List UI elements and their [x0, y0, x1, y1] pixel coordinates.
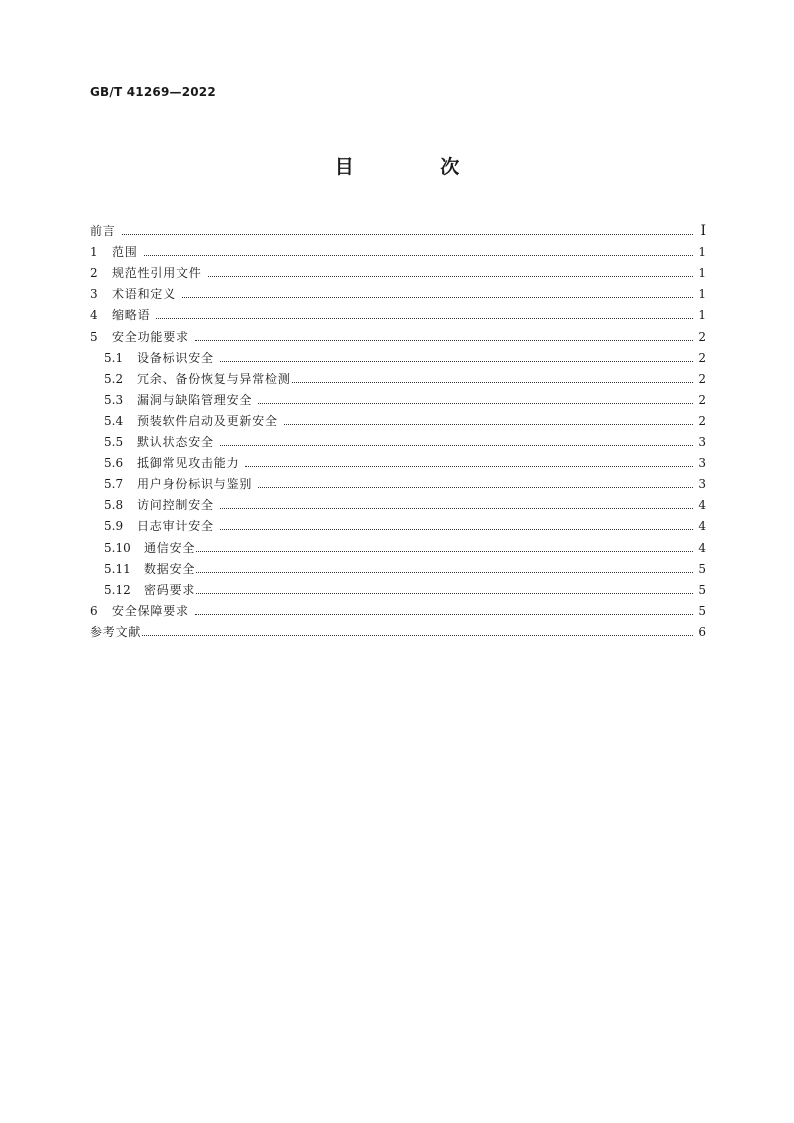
toc-entry-page: 4	[698, 498, 706, 513]
toc-entry-page: 1	[698, 308, 706, 323]
toc-entry-number: 1	[90, 245, 98, 260]
toc-entry-label: 通信安全	[144, 540, 196, 555]
toc-entry-page: 1	[698, 245, 706, 260]
dot-leader	[208, 276, 693, 277]
toc-entry-number: 5.10	[104, 540, 131, 555]
toc-entry-number: 6	[90, 603, 98, 618]
toc-entry-5-6[interactable]	[90, 449, 706, 470]
toc-entry-5-1[interactable]	[90, 344, 706, 365]
toc-entry-number: 5.12	[104, 582, 131, 597]
toc-entry-number: 5.6	[104, 456, 124, 471]
toc-entry-page: 4	[698, 540, 706, 555]
toc-entry-page: 2	[698, 371, 706, 386]
toc-entry-number: 5.3	[104, 392, 124, 407]
toc-entry-number: 5.8	[104, 498, 124, 513]
toc-entry-label: 默认状态安全	[137, 435, 214, 450]
toc-entry-number: 5.5	[104, 435, 124, 450]
toc-entry-label: 漏洞与缺陷管理安全	[137, 392, 253, 407]
toc-entry-number: 5.11	[104, 561, 131, 576]
toc-entry-page: 1	[698, 266, 706, 281]
toc-entry-number: 5.4	[104, 413, 124, 428]
dot-leader	[196, 593, 693, 594]
standard-code: GB/T 41269—2022	[90, 85, 216, 99]
toc-entry-label: 抵御常见攻击能力	[137, 456, 240, 471]
toc-entry-5-8[interactable]	[90, 491, 706, 512]
toc-entry-3[interactable]	[90, 280, 706, 301]
toc-entry-page: 4	[698, 519, 706, 534]
dot-leader	[195, 340, 693, 341]
toc-entry-4[interactable]	[90, 301, 706, 322]
toc-entry-page: 2	[698, 329, 706, 344]
toc-entry-label: 前言	[90, 224, 116, 239]
toc-entry-5-10[interactable]	[90, 533, 706, 554]
dot-leader	[196, 572, 693, 573]
dot-leader	[220, 529, 693, 530]
toc-entry-label: 安全功能要求	[112, 329, 189, 344]
toc-entry-number: 4	[90, 308, 98, 323]
toc-entry-5-4[interactable]	[90, 407, 706, 428]
toc-entry-2[interactable]	[90, 259, 706, 280]
dot-leader	[292, 382, 693, 383]
dot-leader	[195, 614, 693, 615]
toc-entry-label: 数据安全	[144, 561, 196, 576]
table-of-contents	[90, 217, 706, 639]
toc-entry-page: 3	[698, 435, 706, 450]
toc-entry-label: 范围	[112, 245, 138, 260]
toc-entry-bibliography[interactable]	[90, 618, 706, 639]
toc-entry-5-9[interactable]	[90, 512, 706, 533]
dot-leader	[258, 487, 693, 488]
toc-entry-number: 5.2	[104, 371, 124, 386]
toc-entry-5-2[interactable]	[90, 365, 706, 386]
toc-entry-label: 日志审计安全	[137, 519, 214, 534]
toc-entry-page: 3	[698, 456, 706, 471]
toc-entry-number: 5.7	[104, 477, 124, 492]
dot-leader	[284, 424, 693, 425]
dot-leader	[196, 551, 693, 552]
toc-entry-label: 术语和定义	[112, 287, 177, 302]
toc-entry-5-11[interactable]	[90, 555, 706, 576]
toc-entry-page: 2	[698, 392, 706, 407]
page-title: 目 次	[334, 156, 500, 178]
toc-entry-label: 冗余、备份恢复与异常检测	[137, 371, 291, 386]
dot-leader	[220, 445, 693, 446]
toc-entry-page: I	[700, 223, 706, 240]
toc-entry-5[interactable]	[90, 322, 706, 343]
dot-leader	[258, 403, 693, 404]
toc-entry-page: 2	[698, 413, 706, 428]
toc-entry-foreword[interactable]	[90, 217, 706, 238]
toc-entry-page: 1	[698, 287, 706, 302]
toc-entry-5-7[interactable]	[90, 470, 706, 491]
toc-entry-number: 5	[90, 329, 98, 344]
toc-entry-label: 安全保障要求	[112, 603, 189, 618]
toc-entry-page: 3	[698, 477, 706, 492]
toc-entry-label: 预装软件启动及更新安全	[137, 413, 278, 428]
dot-leader	[220, 361, 693, 362]
dot-leader	[220, 508, 693, 509]
toc-entry-label: 规范性引用文件	[112, 266, 202, 281]
toc-entry-label: 缩略语	[112, 308, 151, 323]
toc-entry-label: 用户身份标识与鉴别	[137, 477, 253, 492]
toc-entry-page: 2	[698, 350, 706, 365]
dot-leader	[142, 635, 693, 636]
toc-entry-number: 3	[90, 287, 98, 302]
toc-entry-label: 访问控制安全	[137, 498, 214, 513]
toc-entry-label: 设备标识安全	[137, 350, 214, 365]
toc-entry-page: 5	[698, 582, 706, 597]
dot-leader	[144, 255, 693, 256]
toc-entry-1[interactable]	[90, 238, 706, 259]
toc-entry-number: 5.1	[104, 350, 124, 365]
toc-entry-5-5[interactable]	[90, 428, 706, 449]
toc-entry-5-3[interactable]	[90, 386, 706, 407]
toc-entry-page: 5	[698, 561, 706, 576]
toc-entry-page: 5	[698, 603, 706, 618]
toc-entry-label: 密码要求	[144, 582, 196, 597]
dot-leader	[122, 234, 693, 235]
toc-entry-number: 2	[90, 266, 98, 281]
dot-leader	[182, 297, 693, 298]
toc-entry-label: 参考文献	[90, 624, 142, 639]
dot-leader	[156, 318, 693, 319]
toc-entry-5-12[interactable]	[90, 576, 706, 597]
toc-entry-page: 6	[698, 624, 706, 639]
dot-leader	[245, 466, 693, 467]
toc-entry-number: 5.9	[104, 519, 124, 534]
toc-entry-6[interactable]	[90, 597, 706, 618]
